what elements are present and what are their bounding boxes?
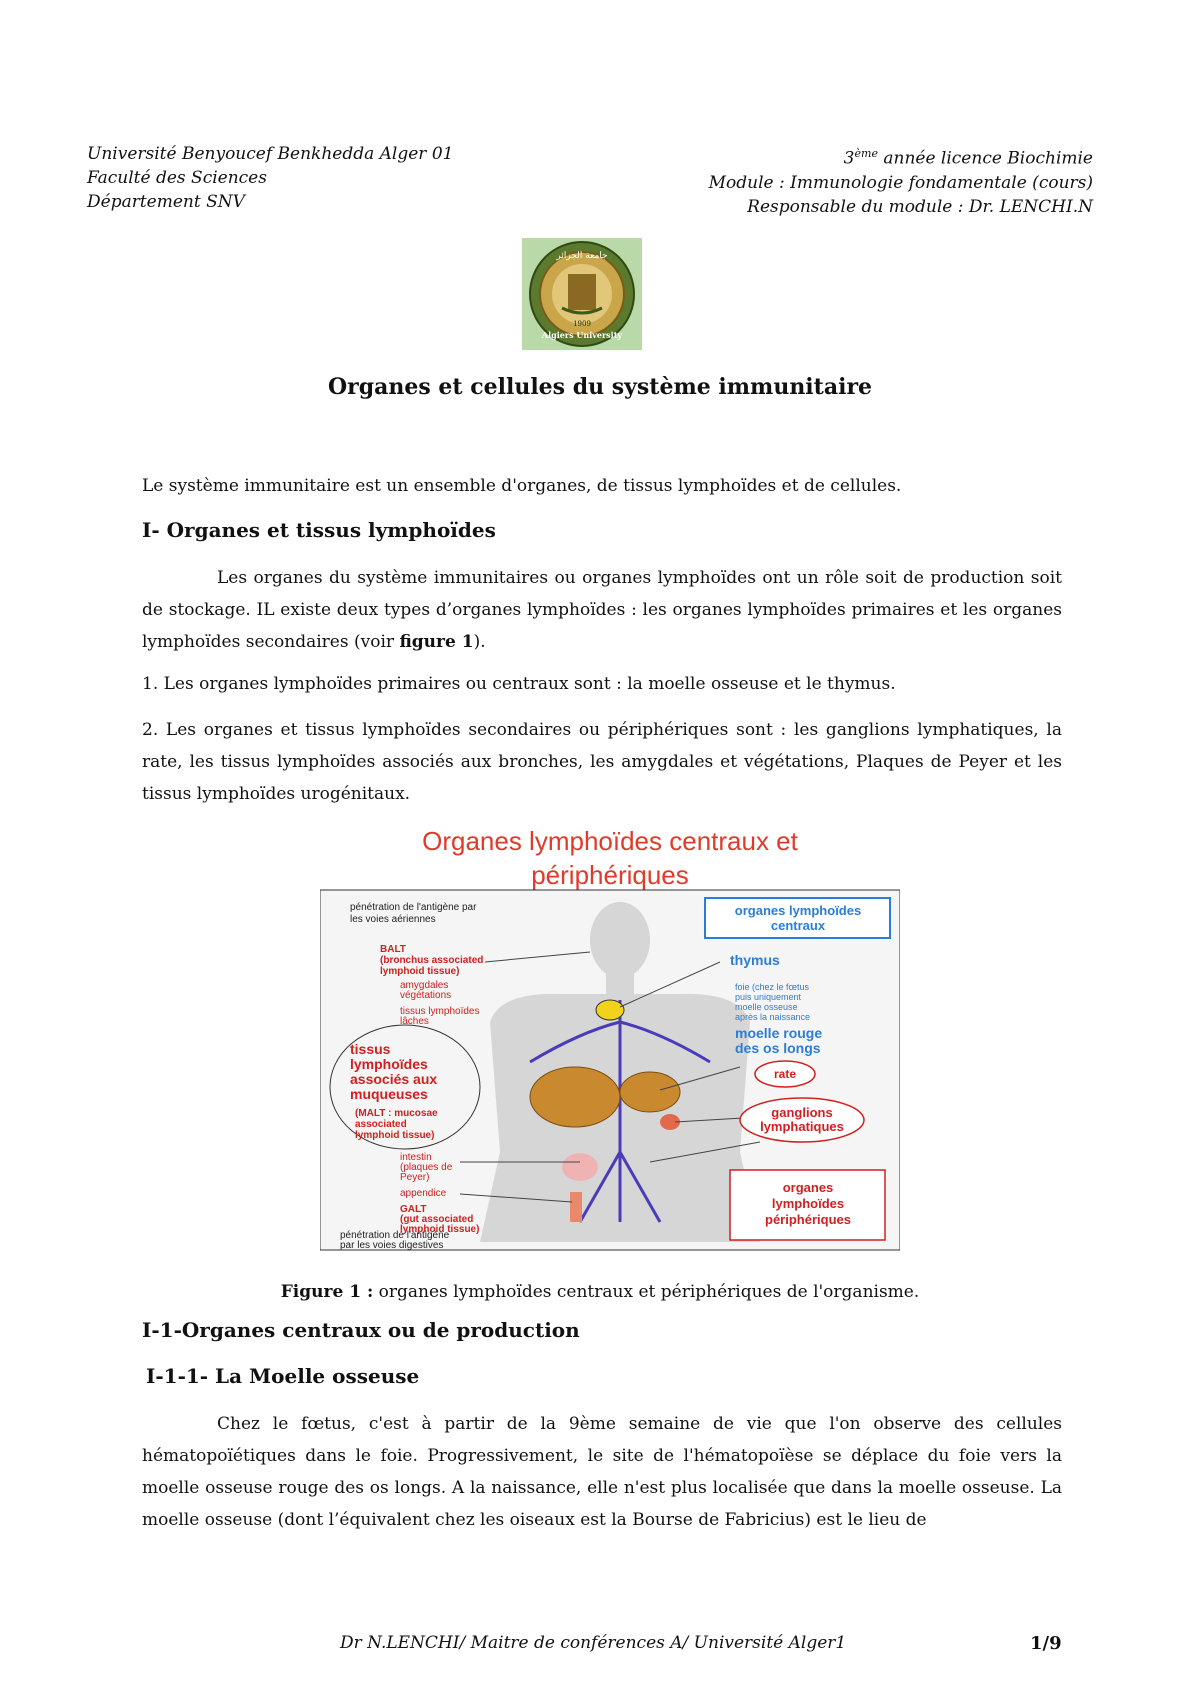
footer-author: Dr N.LENCHI/ Maitre de conférences A/ Université Alger1 [340,1633,847,1653]
label-malt-5: (MALT : mucosae [355,1108,438,1119]
label-balt-2: (bronchus associated [380,955,484,966]
list-item-1: 1. Les organes lymphoïdes primaires ou centraux sont : la moelle osseuse et le thymus. [142,674,896,694]
label-intestin: intestin [400,1152,432,1163]
label-balt: BALT [380,944,406,955]
label-malt-3: associés aux [350,1071,438,1087]
label-tissus-laches-2: lâches [400,1016,429,1027]
label-rate: rate [773,1067,797,1081]
label-galt: GALT [400,1204,427,1215]
liver-organ [530,1067,620,1127]
label-tissus-laches: tissus lymphoïdes [400,1006,480,1017]
university-name: Université Benyoucef Benkhedda Alger 01 [87,144,454,164]
university-logo [522,238,642,350]
logo-year: 1909 [573,320,591,328]
figure-caption: Figure 1 : organes lymphoïdes centraux et périphériques de l'organisme. [280,1282,920,1302]
label-central-1: organes lymphoïdes [734,903,862,918]
label-intestin-2: (plaques de [400,1162,453,1173]
list-item-2: 2. Les organes et tissus lymphoïdes secondaires ou périphériques sont : les ganglions lymphatiques, la rate, les tissus lymphoïdes associés aux bronches, les amygdales et végétations, Plaques de Peyer et les tissus lymphoïdes urogénitaux. [142,720,1062,804]
label-pen-top-2: les voies aériennes [350,914,436,925]
figure-title-line1: Organes lymphoïdes centraux et [422,826,798,856]
label-pen-top: pénétration de l'antigène par [350,902,477,913]
appendix-organ [570,1192,582,1222]
section1-paragraph: Les organes du système immunitaires ou organes lymphoïdes ont un rôle soit de production soit de stockage. IL existe deux types d’organes lymphoïdes : les organes lymphoïdes primaires et les organes lymphoïdes secondaires (voir figure 1). [142,568,1062,652]
label-malt-2: lymphoïdes [350,1056,428,1072]
page-number: 1/9 [1030,1633,1062,1654]
year-line: 3ème année licence Biochimie [843,147,1093,169]
label-malt-7: lymphoid tissue) [355,1130,435,1141]
label-periph-3: périphériques [765,1212,851,1227]
label-galt-2: (gut associated [400,1214,474,1225]
figure-title-line2: périphériques [531,860,689,890]
label-foie-1: foie (chez le fœtus [735,982,810,992]
label-moelle-1: moelle rouge [735,1025,823,1041]
label-malt-1: tissus [350,1041,391,1057]
thymus-organ [596,1000,624,1020]
figure-lymphoid-organs [320,822,900,1252]
label-periph-2: lymphoïdes [771,1196,845,1211]
label-ganglions-2: lymphatiques [760,1119,844,1134]
label-foie-3: moelle osseuse [735,1002,798,1012]
label-pen-bot-2: par les voies digestives [340,1240,444,1251]
label-vegetations: végétations [400,990,452,1001]
label-pen-bot: pénétration de l'antigène [340,1230,450,1241]
label-foie-4: après la naissance [735,1012,811,1022]
label-periph-1: organes [782,1180,834,1195]
label-ganglions-1: ganglions [771,1105,833,1120]
section-heading-1: I- Organes et tissus lymphoïdes [142,518,496,542]
label-malt-4: muqueuses [350,1086,428,1102]
faculty-name: Faculté des Sciences [87,168,267,188]
label-central-2: centraux [770,918,826,933]
label-balt-3: lymphoid tissue) [380,966,460,977]
label-amygdales: amygdales [400,980,449,991]
module-line: Module : Immunologie fondamentale (cours) [708,172,1093,193]
section-heading-1-1-1: I-1-1- La Moelle osseuse [146,1364,420,1388]
logo-top-text: جامعة الجزائر [556,251,608,261]
figure-ref: figure 1 [399,632,474,652]
responsible-line: Responsable du module : Dr. LENCHI.N [747,196,1093,217]
label-moelle-2: des os longs [735,1040,821,1056]
logo-ring-text: Algiers University [541,330,623,340]
intestine-organ [562,1153,598,1181]
intro-paragraph: Le système immunitaire est un ensemble d'organes, de tissus lymphoïdes et de cellules. [142,476,902,496]
label-foie-2: puis uniquement [735,992,802,1002]
department-name: Département SNV [87,192,245,212]
stomach-organ [620,1072,680,1112]
moelle-paragraph: Chez le fœtus, c'est à partir de la 9ème semaine de vie que l'on observe des cellules hématopoïétiques dans le foie. Progressivement, le site de l'hématopoïèse se déplace du foie vers la moelle osseuse rouge des os longs. A la naissance, elle n'est plus localisée que dans la moelle osseuse. La moelle osseuse (dont l’équivalent chez les oiseaux est la Bourse de Fabricius) est le lieu de [142,1414,1062,1530]
section-heading-1-1: I-1-Organes centraux ou de production [142,1318,580,1342]
label-thymus: thymus [730,952,780,968]
header-left [87,142,453,214]
label-appendice: appendice [400,1188,447,1199]
header-right [709,142,1093,219]
page-title: Organes et cellules du système immunitaire [327,374,873,400]
label-galt-3: lymphoid tissue) [400,1224,480,1235]
label-malt-6: associated [355,1119,407,1130]
label-intestin-3: Peyer) [400,1172,430,1183]
